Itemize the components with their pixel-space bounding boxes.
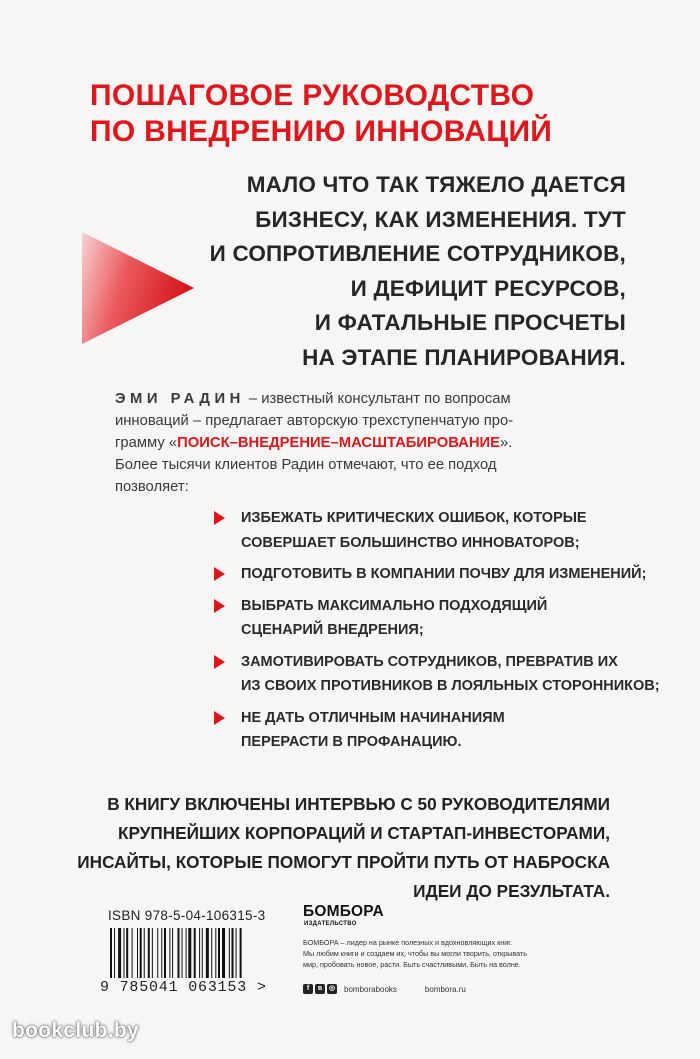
author-line-2: инноваций – предлагает авторскую трехступенчатую про-: [115, 413, 514, 429]
cover-title: [90, 78, 700, 150]
publisher-description: [303, 938, 603, 970]
lead-line: И СОПРОТИВЛЕНИЕ СОТРУДНИКОВ,: [209, 241, 626, 266]
lead-line: НА ЭТАПЕ ПЛАНИРОВАНИЯ.: [302, 344, 626, 370]
list-item-line: ПЕРЕРАСТИ В ПРОФАНАЦИЮ.: [241, 734, 462, 750]
program-name: ПОИСК–ВНЕДРЕНИЕ–МАСШТАБИРОВАНИЕ: [177, 435, 501, 451]
site-watermark: bookclub.by: [12, 1019, 139, 1042]
publisher-website-link[interactable]: bombora.ru: [424, 984, 466, 994]
barcode-digits: 9 785041 063153 >: [100, 979, 267, 996]
author-line-4: Более тысячи клиентов Радин отмечают, что ее подход: [115, 457, 497, 473]
publisher-subtitle: ИЗДАТЕЛЬСТВО: [304, 921, 357, 927]
author-line-1-text: – известный консультант по вопросам: [244, 391, 511, 407]
bullet-triangle-icon: [214, 655, 225, 669]
bullet-triangle-icon: [214, 511, 225, 525]
list-item-line: ЗАМОТИВИРОВАТЬ СОТРУДНИКОВ, ПРЕВРАТИВ ИХ: [241, 653, 618, 670]
author-line-1: [115, 388, 605, 410]
closing-line: В КНИГУ ВКЛЮЧЕНЫ ИНТЕРВЬЮ С 50 РУКОВОДИТЕЛЯМИ: [107, 794, 610, 814]
list-item: [214, 650, 660, 699]
author-line-3: [115, 432, 605, 454]
list-item-line: НЕ ДАТЬ ОТЛИЧНЫМ НАЧИНАНИЯМ: [241, 709, 505, 726]
closing-line: ИНСАЙТЫ, КОТОРЫЕ ПОМОГУТ ПРОЙТИ ПУТЬ ОТ НАБРОСКА: [77, 852, 610, 872]
list-item: [214, 594, 634, 643]
closing-text: [70, 790, 610, 906]
publisher-logo: БОМБОРА: [303, 903, 384, 920]
publisher-social-row: [303, 983, 466, 995]
bullet-triangle-icon: [214, 599, 225, 613]
bullet-triangle-icon: [214, 567, 225, 581]
publisher-description-line: Мы любим книги и создаем их, чтобы вы могли творить, открывать: [303, 948, 527, 958]
lead-text: [146, 168, 626, 375]
author-paragraph: [115, 388, 605, 498]
title-line-1: ПОШАГОВОЕ РУКОВОДСТВО: [90, 79, 535, 112]
publisher-description-line: мир, пробовать новое, расти. Быть счастливыми. Быть на волне.: [303, 959, 521, 969]
list-item-line: СОВЕРШАЕТ БОЛЬШИНСТВО ИННОВАТОРОВ;: [241, 534, 580, 551]
title-line-2: ПО ВНЕДРЕНИЮ ИННОВАЦИЙ: [90, 115, 553, 148]
closing-line: КРУПНЕЙШИХ КОРПОРАЦИЙ И СТАРТАП-ИНВЕСТОРАМИ,: [117, 823, 610, 843]
instagram-icon: ◎: [328, 985, 336, 992]
lead-line: БИЗНЕСУ, КАК ИЗМЕНЕНИЯ. ТУТ: [255, 206, 626, 232]
list-item-line: ПОДГОТОВИТЬ В КОМПАНИИ ПОЧВУ ДЛЯ ИЗМЕНЕНИЙ;: [241, 566, 647, 582]
author-name: ЭМИ РАДИН: [115, 391, 245, 407]
list-item: [214, 706, 634, 755]
list-item-line: ИЗБЕЖАТЬ КРИТИЧЕСКИХ ОШИБОК, КОТОРЫЕ: [241, 510, 587, 526]
list-item-line: СЦЕНАРИЙ ВНЕДРЕНИЯ;: [241, 622, 424, 638]
closing-line: ИДЕИ ДО РЕЗУЛЬТАТА.: [413, 881, 610, 901]
barcode-icon: [108, 928, 286, 978]
list-item: [214, 506, 634, 555]
author-line-3-suffix: ».: [500, 435, 513, 451]
facebook-icon: f: [303, 984, 313, 994]
vk-icon: в: [315, 984, 325, 994]
isbn-label: ISBN 978-5-04-106315-3: [108, 908, 266, 923]
author-line-5: позволяет:: [115, 479, 189, 495]
bullet-triangle-icon: [214, 711, 225, 725]
publisher-description-line: БОМБОРА – лидер на рынке полезных и вдохновляющих книг.: [303, 938, 512, 947]
lead-line: МАЛО ЧТО ТАК ТЯЖЕЛО ДАЕТСЯ: [246, 172, 626, 197]
list-item-line: ИЗ СВОИХ ПРОТИВНИКОВ В ЛОЯЛЬНЫХ СТОРОННИКОВ;: [241, 678, 660, 694]
lead-line: И ФАТАЛЬНЫЕ ПРОСЧЕТЫ: [314, 310, 626, 335]
social-handle: bomborabooks: [344, 984, 397, 994]
list-item: [214, 562, 647, 587]
list-item-line: ВЫБРАТЬ МАКСИМАЛЬНО ПОДХОДЯЩИЙ: [241, 597, 548, 614]
lead-line: И ДЕФИЦИТ РЕСУРСОВ,: [350, 275, 626, 301]
benefits-list: [214, 506, 660, 762]
author-line-3-prefix: грамму «: [115, 435, 178, 451]
